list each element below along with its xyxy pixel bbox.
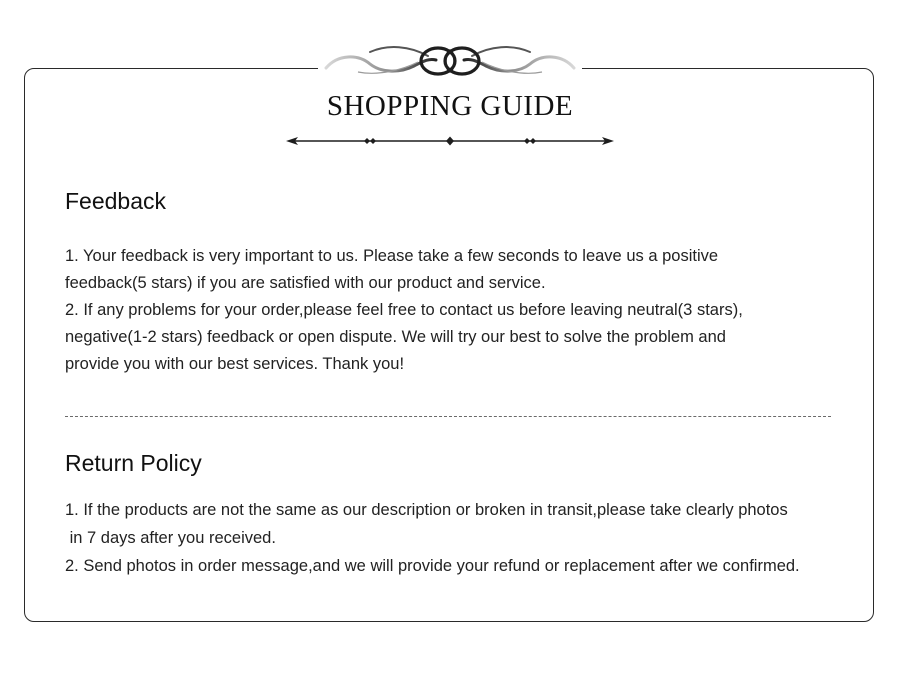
feedback-line: 2. If any problems for your order,please feel free to contact us before leaving neutral(3 stars), [65,301,743,319]
diamond-arrow-divider-icon [284,133,616,149]
feedback-text [65,243,743,378]
feedback-line: feedback(5 stars) if you are satisfied with our product and service. [65,274,546,292]
section-divider [65,416,831,417]
return-policy-line: in 7 days after you received. [65,529,276,547]
page-title: SHOPPING GUIDE [326,90,574,122]
return-policy-text [65,496,800,580]
return-policy-heading: Return Policy [65,450,202,476]
interlocking-rings-flourish-icon [318,40,582,84]
feedback-line: negative(1-2 stars) feedback or open dispute. We will try our best to solve the problem and [65,328,726,346]
feedback-line: provide you with our best services. Thank you! [65,355,405,373]
return-policy-line: 1. If the products are not the same as our description or broken in transit,please take clearly photos [65,501,788,519]
feedback-line: 1. Your feedback is very important to us. Please take a few seconds to leave us a positive [65,247,719,265]
feedback-heading: Feedback [65,188,167,214]
return-policy-line: 2. Send photos in order message,and we will provide your refund or replacement after we confirmed. [65,557,800,575]
